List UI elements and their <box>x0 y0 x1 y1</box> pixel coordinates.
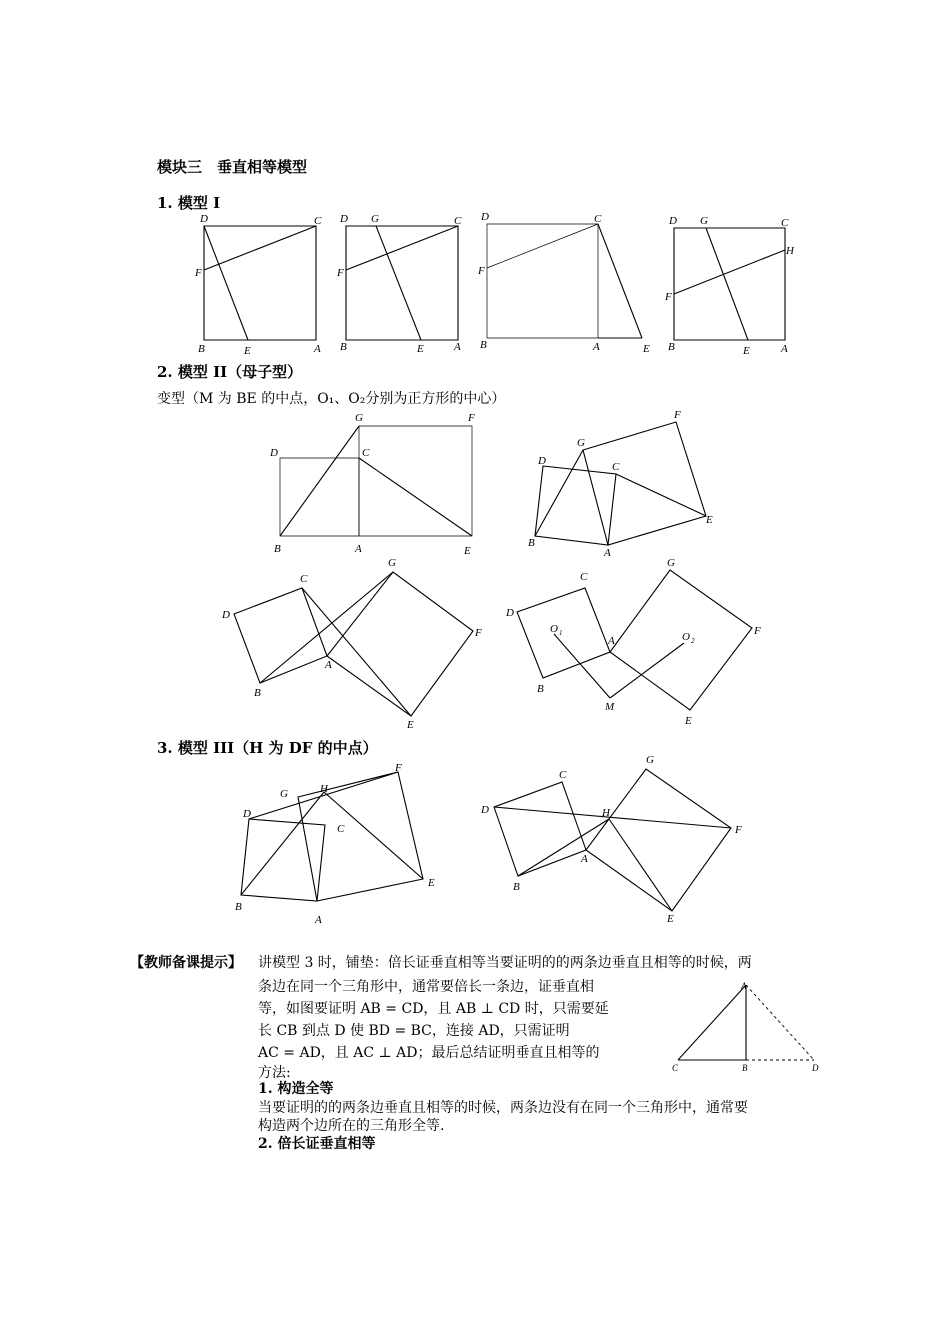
svg-text:F: F <box>674 409 681 421</box>
model-3-figure-2 <box>480 755 742 925</box>
svg-text:C: C <box>337 823 345 835</box>
teacher-tip-line-5: AC = AD，且 AC ⊥ AD；最后总结证明垂直且相等的 <box>258 1045 600 1061</box>
svg-text:B: B <box>742 1063 748 1073</box>
svg-text:H: H <box>602 807 610 819</box>
svg-text:A: A <box>781 343 788 355</box>
svg-text:D: D <box>340 213 348 225</box>
model-1-figure-2 <box>336 213 462 355</box>
svg-text:E: E <box>464 545 471 557</box>
model-2-figure-2 <box>528 409 713 559</box>
svg-text:B: B <box>537 683 544 695</box>
model-2-figure-4 <box>505 557 761 727</box>
section-1-title: 1. 模型 I <box>157 194 221 212</box>
svg-text:B: B <box>480 339 487 351</box>
svg-text:C: C <box>594 213 602 225</box>
svg-text:C: C <box>362 447 370 459</box>
svg-text:G: G <box>280 788 288 800</box>
svg-text:B: B <box>254 687 261 699</box>
model-1-figure-3 <box>477 211 650 355</box>
svg-text:M: M <box>605 701 615 713</box>
model-1-figure-4 <box>664 215 795 357</box>
svg-text:F: F <box>337 267 344 279</box>
svg-text:E: E <box>643 343 650 355</box>
svg-text:H: H <box>320 783 328 795</box>
teacher-tip-line-6: 方法: <box>258 1065 291 1081</box>
svg-text:E: E <box>743 345 750 357</box>
svg-text:A: A <box>608 635 615 647</box>
svg-text:D: D <box>243 808 251 820</box>
svg-text:B: B <box>198 343 205 355</box>
svg-text:F: F <box>665 291 672 303</box>
svg-text:E: E <box>244 345 251 357</box>
svg-text:B: B <box>528 537 535 549</box>
svg-text:C: C <box>454 215 462 227</box>
teacher-tip-line-2: 条边在同一个三角形中，通常要倍长一条边，证垂直相 <box>258 979 594 995</box>
model-3-figures <box>225 755 765 930</box>
svg-text:A: A <box>355 543 362 555</box>
model-2-figures <box>210 408 770 738</box>
svg-text:C: C <box>559 769 567 781</box>
svg-text:E: E <box>706 514 713 526</box>
svg-text:B: B <box>668 341 675 353</box>
svg-text:G: G <box>667 557 675 569</box>
svg-text:A: A <box>581 853 588 865</box>
method-1-text-line-2: 构造两个边所在的三角形全等. <box>258 1118 445 1134</box>
svg-text:F: F <box>395 762 402 774</box>
svg-text:A: A <box>454 341 461 353</box>
svg-text:A: A <box>593 341 600 353</box>
svg-text:E: E <box>667 913 674 925</box>
svg-text:E: E <box>428 877 435 889</box>
teacher-tip-label <box>130 952 242 974</box>
svg-text:E: E <box>407 719 414 731</box>
svg-text:C: C <box>314 215 322 227</box>
method-1-title: 1. 构造全等 <box>258 1081 334 1097</box>
svg-text:H: H <box>786 245 794 257</box>
svg-text:D: D <box>669 215 677 227</box>
svg-text:B: B <box>235 901 242 913</box>
svg-text:C: C <box>300 573 308 585</box>
model-2-figure-1 <box>269 412 475 557</box>
variant-description: 变型（M 为 BE 的中点，O₁、O₂分别为正方形的中心） <box>157 391 506 407</box>
svg-text:C: C <box>781 217 789 229</box>
svg-text:D: D <box>481 211 489 223</box>
svg-text:F: F <box>195 267 202 279</box>
svg-text:F: F <box>754 625 761 637</box>
svg-text:G: G <box>355 412 363 424</box>
svg-text:D: D <box>222 609 230 621</box>
svg-text:A: A <box>741 981 747 991</box>
svg-text:B: B <box>274 543 281 555</box>
svg-text:G: G <box>700 215 708 227</box>
model-1-figures <box>190 208 830 360</box>
svg-text:O: O <box>682 631 690 643</box>
teacher-tip-line-1: 讲模型 3 时，铺垫：倍长证垂直相等当要证明的的两条边垂直且相等的时候，两 <box>258 955 752 971</box>
svg-text:A: A <box>325 659 332 671</box>
svg-text:A: A <box>314 343 321 355</box>
svg-text:F: F <box>468 412 475 424</box>
teacher-tip-label-text: 【教师备课提示】 <box>130 955 242 971</box>
svg-text:A: A <box>604 547 611 559</box>
module-title: 模块三 垂直相等模型 <box>157 158 308 176</box>
method-2-title: 2. 倍长证垂直相等 <box>258 1136 376 1152</box>
svg-text:D: D <box>481 804 489 816</box>
svg-text:D: D <box>538 455 546 467</box>
svg-text:F: F <box>475 627 482 639</box>
svg-text:A: A <box>315 914 322 926</box>
tip-triangle-figure <box>668 978 828 1078</box>
svg-text:E: E <box>417 343 424 355</box>
model-3-figure-1 <box>235 762 435 926</box>
svg-text:G: G <box>371 213 379 225</box>
method-1-text-line-1: 当要证明的的两条边垂直且相等的时候，两条边没有在同一个三角形中，通常要 <box>258 1100 748 1116</box>
svg-text:C: C <box>580 571 588 583</box>
section-3-title: 3. 模型 III（H 为 DF 的中点） <box>157 739 378 757</box>
svg-text:1: 1 <box>559 629 563 637</box>
svg-text:D: D <box>270 447 278 459</box>
svg-text:D: D <box>200 213 208 225</box>
svg-text:2: 2 <box>691 637 695 645</box>
svg-text:G: G <box>577 437 585 449</box>
svg-text:C: C <box>612 461 620 473</box>
teacher-tip-line-4: 长 CB 到点 D 使 BD = BC，连接 AD，只需证明 <box>258 1023 570 1039</box>
svg-text:F: F <box>735 824 742 836</box>
svg-text:B: B <box>340 341 347 353</box>
model-1-figure-1 <box>194 213 322 357</box>
svg-text:E: E <box>685 715 692 727</box>
svg-text:D: D <box>506 607 514 619</box>
svg-text:B: B <box>513 881 520 893</box>
section-2-title: 2. 模型 II（母子型） <box>157 363 303 381</box>
svg-text:F: F <box>478 265 485 277</box>
svg-text:D: D <box>812 1063 819 1073</box>
svg-text:O: O <box>550 623 558 635</box>
teacher-tip-line-3: 等，如图要证明 AB = CD，且 AB ⊥ CD 时，只需要延 <box>258 1001 609 1017</box>
svg-text:C: C <box>672 1063 679 1073</box>
svg-text:G: G <box>646 755 654 766</box>
model-2-figure-3 <box>221 557 482 731</box>
svg-text:G: G <box>388 557 396 569</box>
